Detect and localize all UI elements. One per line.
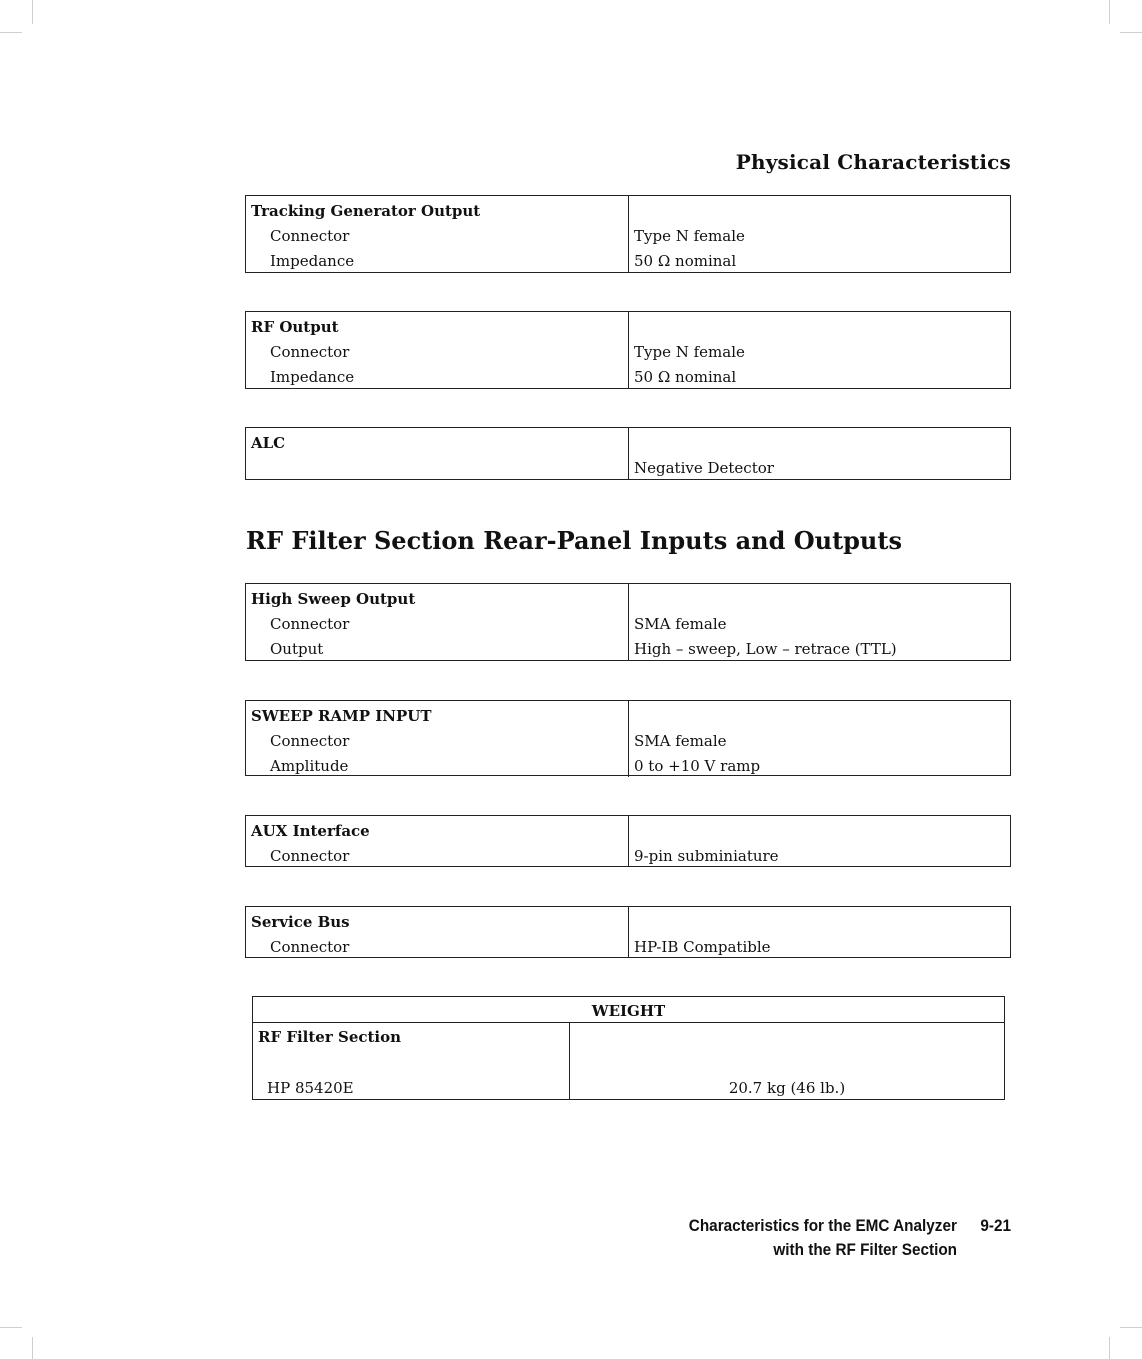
row-value: Type N female	[628, 222, 1010, 247]
page-number: 9-21	[980, 1216, 1011, 1235]
crop-mark	[0, 32, 22, 33]
spec-table-aux-interface	[245, 815, 1011, 867]
footer-title-line1: Characteristics for the EMC Analyzer	[688, 1216, 957, 1235]
row-value: 0 to +10 V ramp	[628, 752, 1010, 777]
row-label: Connector	[270, 227, 350, 245]
table-heading: SWEEP RAMP INPUT	[251, 707, 432, 725]
footer-title-line2: with the RF Filter Section	[773, 1240, 957, 1259]
spec-table-service-bus	[245, 906, 1011, 958]
spec-table-alc	[245, 427, 1011, 480]
table-heading: AUX Interface	[251, 822, 370, 840]
crop-mark	[1109, 1337, 1110, 1359]
weight-header: WEIGHT	[253, 997, 1004, 1023]
table-heading: RF Output	[251, 318, 339, 336]
row-value: Negative Detector	[628, 454, 1010, 479]
row-value: HP-IB Compatible	[628, 933, 1010, 958]
table-heading: High Sweep Output	[251, 590, 416, 608]
row-value: 50 Ω nominal	[628, 247, 1010, 272]
row-label: Output	[270, 640, 324, 658]
table-heading: Tracking Generator Output	[251, 202, 481, 220]
row-value: 9-pin subminiature	[628, 842, 1010, 867]
crop-mark	[1120, 32, 1142, 33]
row-label: Impedance	[270, 368, 355, 386]
row-value: 50 Ω nominal	[628, 363, 1010, 388]
spec-table-sweep-ramp-input	[245, 700, 1011, 776]
table-heading: Service Bus	[251, 913, 350, 931]
row-label: Impedance	[270, 252, 355, 270]
running-header: Physical Characteristics	[735, 150, 1011, 174]
crop-mark	[1109, 0, 1110, 24]
row-value: SMA female	[628, 610, 1010, 635]
row-label: Connector	[270, 343, 350, 361]
crop-mark	[32, 0, 33, 24]
row-value: Type N female	[628, 338, 1010, 363]
row-label	[246, 477, 628, 479]
row-value: High – sweep, Low – retrace (TTL)	[628, 635, 1010, 660]
crop-mark	[0, 1327, 22, 1328]
row-label: Connector	[270, 732, 350, 750]
row-value: SMA female	[628, 727, 1010, 752]
section-title: RF Filter Section Rear-Panel Inputs and Outputs	[246, 526, 902, 555]
crop-mark	[1120, 1327, 1142, 1328]
row-label: Connector	[270, 615, 350, 633]
row-label: Connector	[270, 847, 350, 865]
weight-section-label: RF Filter Section	[258, 1028, 402, 1046]
weight-value: 20.7 kg (46 lb.)	[728, 1079, 846, 1097]
spec-table-high-sweep-output	[245, 583, 1011, 661]
weight-table	[252, 996, 1005, 1100]
row-label: Amplitude	[270, 757, 349, 775]
table-heading: ALC	[251, 434, 286, 452]
weight-model: HP 85420E	[267, 1079, 354, 1097]
spec-table-rf-output	[245, 311, 1011, 389]
row-label: Connector	[270, 938, 350, 956]
spec-table-tracking-generator-output	[245, 195, 1011, 273]
crop-mark	[32, 1337, 33, 1359]
